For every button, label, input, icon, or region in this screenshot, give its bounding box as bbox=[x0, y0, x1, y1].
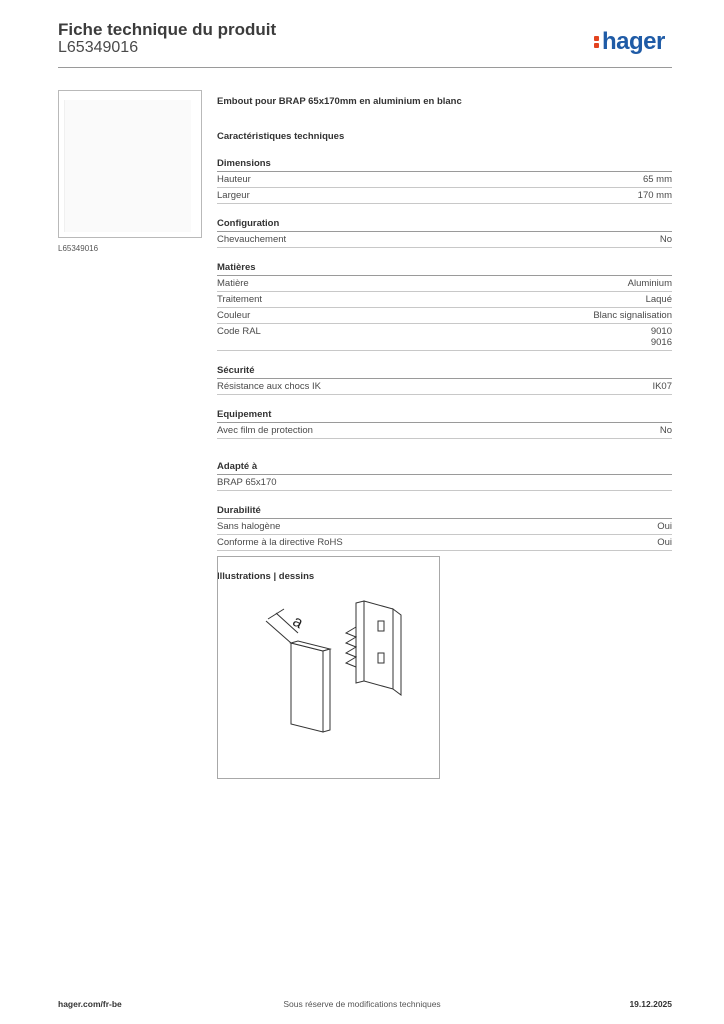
spec-label: Couleur bbox=[217, 310, 251, 321]
spec-value bbox=[652, 381, 672, 392]
spec-label: Traitement bbox=[217, 294, 263, 305]
spec-group-title: Configuration bbox=[217, 218, 672, 232]
spec-value-line: 170 mm bbox=[637, 190, 672, 201]
page-title: Fiche technique du produit bbox=[58, 20, 277, 39]
spec-value-line: Oui bbox=[657, 537, 672, 548]
product-thumbnail bbox=[58, 90, 202, 238]
spec-label: Résistance aux chocs IK bbox=[217, 381, 322, 392]
logo-text: hager bbox=[602, 28, 665, 55]
spec-label: Code RAL bbox=[217, 326, 261, 337]
footer-notice: Sous réserve de modifications techniques bbox=[283, 999, 441, 1009]
spec-row bbox=[217, 423, 672, 439]
spec-value-line: 9010 bbox=[650, 326, 672, 337]
spec-row bbox=[217, 475, 672, 491]
spec-row bbox=[217, 232, 672, 248]
spec-value bbox=[593, 310, 672, 321]
spec-group-title: Durabilité bbox=[217, 505, 672, 519]
thumbnail-caption: L65349016 bbox=[58, 244, 99, 253]
technical-specs bbox=[217, 96, 672, 582]
spec-row bbox=[217, 188, 672, 204]
product-image bbox=[64, 100, 191, 232]
hager-logo[interactable] bbox=[594, 28, 665, 56]
spec-group bbox=[217, 218, 672, 248]
spec-value-line: Laqué bbox=[645, 294, 672, 305]
spec-value bbox=[657, 537, 672, 548]
spec-label: BRAP 65x170 bbox=[217, 477, 277, 488]
spec-value bbox=[643, 174, 672, 185]
product-reference: L65349016 bbox=[58, 39, 139, 56]
spec-row bbox=[217, 172, 672, 188]
spec-value bbox=[660, 425, 672, 436]
footer-website-link[interactable]: hager.com/fr-be bbox=[58, 999, 122, 1009]
spec-row bbox=[217, 379, 672, 395]
spec-group bbox=[217, 409, 672, 439]
end-cap-drawing-icon bbox=[218, 557, 441, 780]
spec-label: Sans halogène bbox=[217, 521, 281, 532]
footer-date: 19.12.2025 bbox=[629, 999, 672, 1009]
illustrations-title: Illustrations | dessins bbox=[217, 571, 315, 582]
spec-value-line: No bbox=[659, 425, 672, 436]
spec-value-line: Oui bbox=[657, 521, 672, 532]
spec-group-title: Matières bbox=[217, 262, 672, 276]
spec-label: Hauteur bbox=[217, 174, 251, 185]
spec-value bbox=[660, 234, 672, 245]
spec-value-line: No bbox=[659, 234, 672, 245]
dimension-label: a bbox=[289, 612, 306, 633]
spec-label: Chevauchement bbox=[217, 234, 287, 245]
spec-group-title: Sécurité bbox=[217, 365, 672, 379]
spec-value-line: Blanc signalisation bbox=[593, 310, 672, 321]
spec-row bbox=[217, 519, 672, 535]
spec-label: Largeur bbox=[217, 190, 250, 201]
spec-value-line: IK07 bbox=[652, 381, 672, 392]
spec-groups bbox=[217, 158, 672, 551]
spec-label: Conforme à la directive RoHS bbox=[217, 537, 343, 548]
spec-value bbox=[651, 326, 672, 348]
spec-group-title: Equipement bbox=[217, 409, 672, 423]
spec-group bbox=[217, 505, 672, 551]
spec-value-line: 9016 bbox=[650, 337, 672, 348]
specs-section-title: Caractéristiques techniques bbox=[217, 131, 345, 142]
spec-value bbox=[646, 294, 672, 305]
spec-row bbox=[217, 535, 672, 551]
logo-dots-icon bbox=[594, 34, 600, 48]
spec-group-title: Dimensions bbox=[217, 158, 672, 172]
spec-row bbox=[217, 308, 672, 324]
spec-group bbox=[217, 365, 672, 395]
spec-value-line: Aluminium bbox=[627, 278, 672, 289]
spec-label: Matière bbox=[217, 278, 249, 289]
spec-group bbox=[217, 158, 672, 204]
spec-value bbox=[628, 278, 672, 289]
spec-value bbox=[638, 190, 672, 201]
header-divider bbox=[58, 67, 672, 68]
spec-label: Avec film de protection bbox=[217, 425, 313, 436]
spec-group-title: Adapté à bbox=[217, 461, 672, 475]
illustration-drawing bbox=[217, 556, 440, 779]
spec-row bbox=[217, 276, 672, 292]
spec-value bbox=[657, 521, 672, 532]
product-name: Embout pour BRAP 65x170mm en aluminium en blanc bbox=[217, 96, 462, 107]
spec-group bbox=[217, 461, 672, 491]
spec-row bbox=[217, 292, 672, 308]
spec-row bbox=[217, 324, 672, 351]
spec-group bbox=[217, 262, 672, 351]
spec-value-line: 65 mm bbox=[642, 174, 672, 185]
